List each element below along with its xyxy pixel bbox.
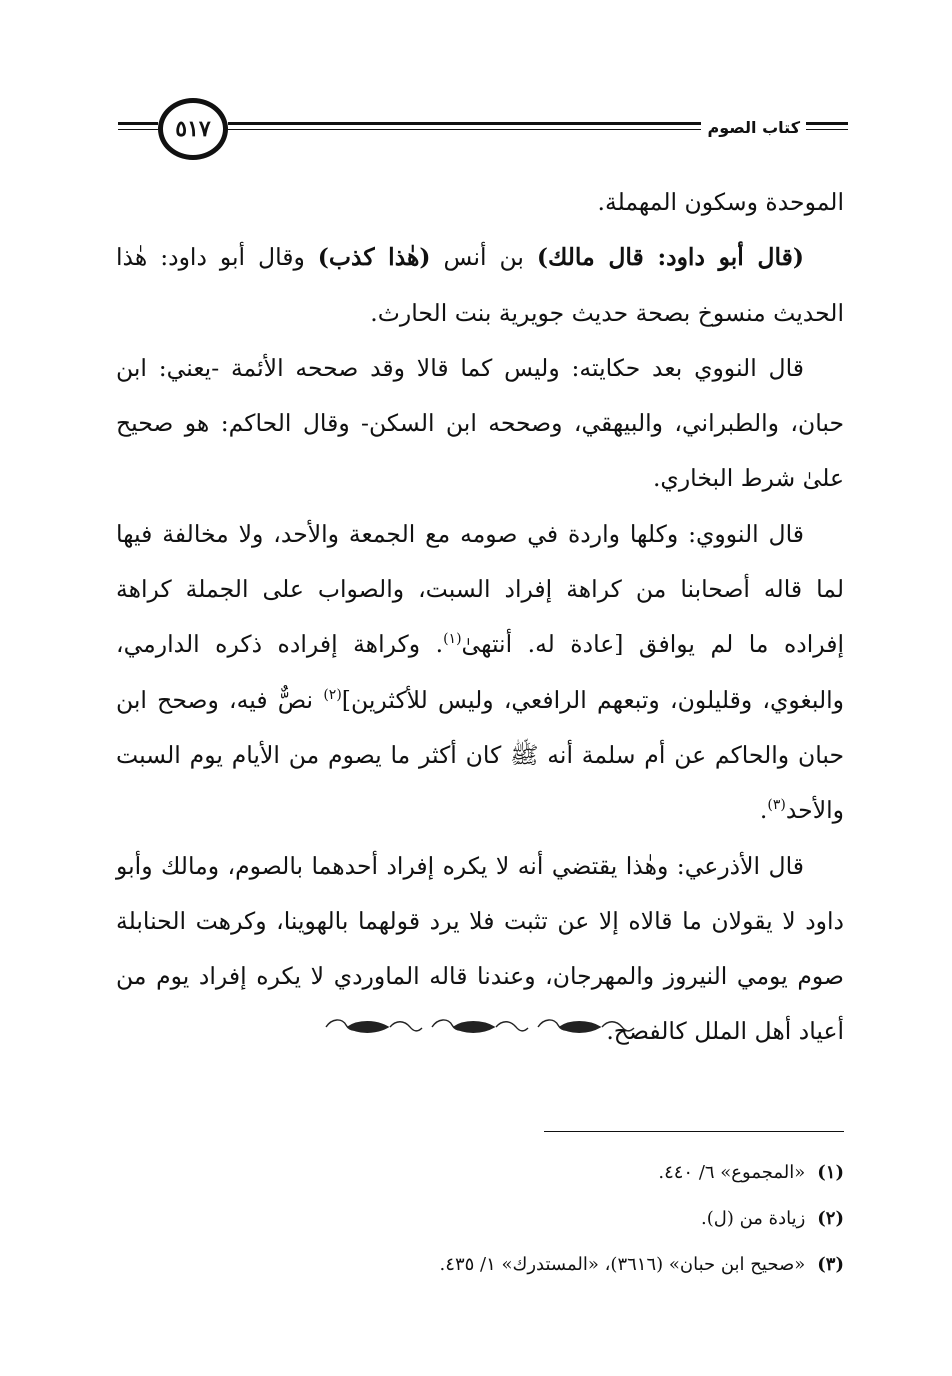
page-header [118, 92, 848, 172]
footnote-2 [116, 1196, 844, 1242]
footnotes [116, 1150, 844, 1288]
footnote-text: «صحيح ابن حبان» (٣٦١٦)، «المستدرك» ١/ ٤٣٥. [439, 1254, 806, 1275]
paragraph-1 [116, 175, 844, 230]
footnote-3 [116, 1242, 844, 1288]
paragraph-4 [116, 507, 844, 839]
header-rule-left-thin [118, 129, 158, 130]
footnote-text: زيادة من (ل). [701, 1208, 806, 1229]
paragraph-4-text-1: قال النووي: وكلها واردة في صومه مع الجمعة والأحد، ولا مخالفة فيها لما قاله أصحابنا من كراهة إفراد السبت، والصواب على الجملة كراهة إفراده ما لم يوافق [عادة له. أنتهىٰ [116, 519, 844, 659]
footnote-number: (٣) [817, 1254, 844, 1275]
paragraph-4-text-2: . وكراهة إفراده ذكره الدارمي، والبغوي، وقليلون، وتبعهم الرافعي، وليس للأكثرين] [116, 630, 844, 714]
footnote-number: (١) [817, 1162, 844, 1183]
footnote-ref-3[interactable]: (٣) [767, 797, 786, 814]
paragraph-5-text: قال الأذرعي: وهٰذا يقتضي أنه لا يكره إفراد أحدهما بالصوم، ومالك وأبو داود لا يقولان ما قالاه إلا عن تثبت فلا يرد قولهما بالهوينا، وكرهت الحنابلة صوم يومي النيروز والمهرجان، وعندنا قاله الماوردي لا يكره إفراد يوم من أعياد أهل الملل كالفصح. [116, 851, 844, 1046]
paragraph-3 [116, 341, 844, 507]
paragraph-3-text: قال النووي بعد حكايته: وليس كما قالا وقد صححه الأئمة -يعني: ابن حبان، والطبراني، والبيهقي، وصححه ابن السكن- وقال الحاكم: هو صحيح علىٰ شرط البخاري. [116, 353, 844, 493]
paragraph-2-text-2: وقال أبو داود: هٰذا الحديث منسوخ بصحة حديث جويرية بنت الحارث. [116, 243, 844, 327]
paragraph-1-text: الموحدة وسكون المهملة. [597, 188, 844, 216]
paragraph-4-text-4: . [759, 796, 768, 825]
footnote-ref-1[interactable]: (١) [443, 631, 462, 648]
main-text [116, 175, 844, 1060]
running-title: كتاب الصوم [701, 118, 806, 137]
footnote-number: (٢) [817, 1208, 844, 1229]
quoted-phrase-1: (قال أبو داود: قال مالك) [536, 243, 805, 272]
quoted-phrase-2: (هٰذا كذب) [317, 243, 431, 272]
section-divider-ornament-icon [318, 1012, 638, 1042]
footnote-text: «المجموع» ٦/ ٤٤٠. [658, 1162, 806, 1183]
footnote-separator [544, 1131, 844, 1132]
footnote-ref-2[interactable]: (٢) [323, 686, 342, 703]
header-rule-left [118, 122, 158, 125]
paragraph-4-text-3: نصٌّ فيه، وصحح ابن حبان والحاكم عن أم سلمة أنه ﷺ كان أكثر ما يصوم من الأيام يوم السبت والأحد [116, 685, 844, 825]
paragraph-2 [116, 230, 844, 341]
paragraph-2-text-1: بن أنس [430, 243, 537, 272]
page-number: ٥١٧ [158, 98, 228, 160]
footnote-1 [116, 1150, 844, 1196]
